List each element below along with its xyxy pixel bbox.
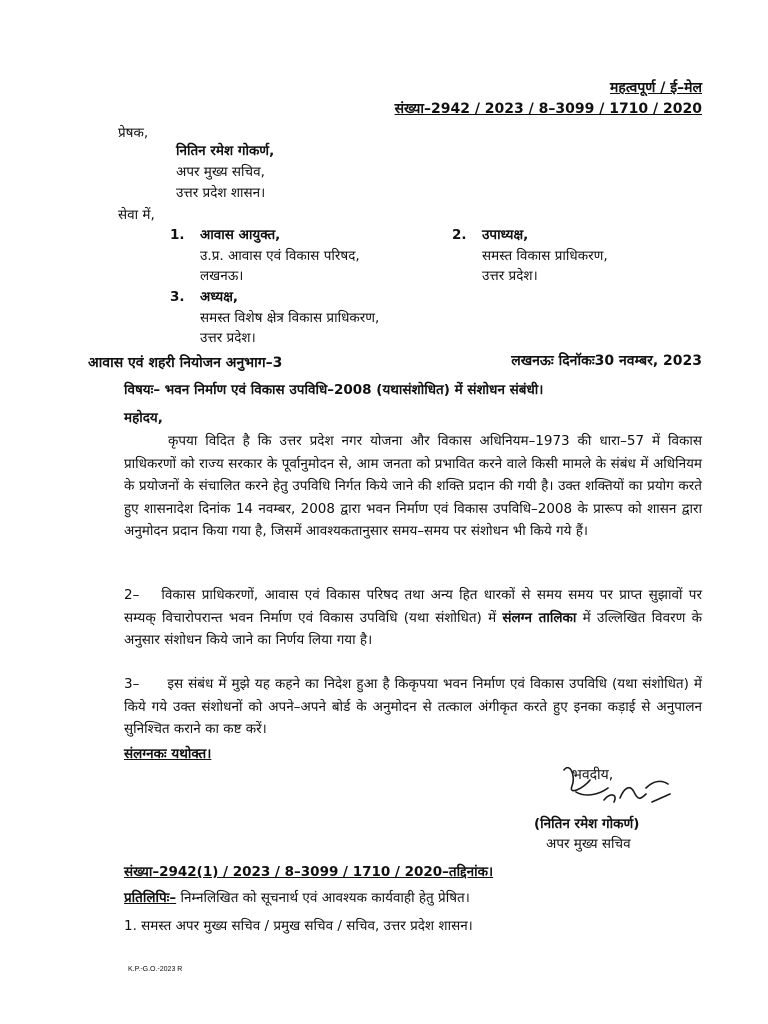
- sender-name: नितिन रमेश गोकर्ण,: [176, 143, 275, 159]
- paragraph-text: में उल्लिखित विवरण के अनुसार संशोधन किये जाने का निर्णय लिया गया है।: [124, 609, 702, 648]
- copy-line: [124, 888, 470, 906]
- letter-date: लखनऊः दिनॉकः30 नवम्बर, 2023: [511, 353, 702, 369]
- recipient-title: आवास आयुक्त,: [200, 227, 281, 243]
- paragraph-2: [124, 584, 702, 652]
- sender-designation: अपर मुख्य सचिव,: [176, 164, 265, 180]
- section-name: आवास एवं शहरी नियोजन अनुभाग–3: [88, 355, 283, 371]
- recipient-line2: उत्तर प्रदेश।: [200, 330, 256, 346]
- copy-reference-number: संख्या–2942(1) / 2023 / 8–3099 / 1710 / 2020–तद्दिनांक।: [124, 864, 494, 880]
- recipient-number: 3.: [170, 289, 185, 305]
- handwritten-signature: [556, 758, 686, 818]
- sender-office: उत्तर प्रदेश शासन।: [176, 185, 266, 201]
- signatory-designation: अपर मुख्य सचिव: [546, 836, 631, 852]
- reference-number: संख्या–2942 / 2023 / 8–3099 / 1710 / 2020: [394, 101, 702, 117]
- recipient-title: उपाध्यक्ष,: [482, 227, 529, 243]
- paragraph-text: विकास प्राधिकरणों, आवास एवं विकास परिषद तथा अन्य हित धारकों से समय समय पर प्राप्त सुझावों पर सम्यक् विचारोपरान्त भवन निर्माण एवं विकास उपविधि (यथा संशोधित) में: [124, 587, 702, 626]
- copy-label: प्रतिलिपिः–: [124, 890, 177, 906]
- recipient-line1: समस्त विकास प्राधिकरण,: [482, 248, 608, 264]
- recipient-number: 2.: [452, 227, 467, 243]
- enclosure-note: संलग्नकः यथोक्त।: [124, 746, 212, 762]
- recipient-number: 1.: [170, 227, 185, 243]
- recipient-line1: समस्त विशेष क्षेत्र विकास प्राधिकरण,: [200, 310, 380, 326]
- footer-code: K.P.-G.O.-2023 R: [128, 966, 183, 973]
- recipient-line2: उत्तर प्रदेश।: [482, 268, 538, 284]
- paragraph-text: इस संबंध में मुझे यह कहने का निदेश हुआ है किकृपया भवन निर्माण एवं विकास उपविधि (यथा संशोधित) में किये गये उक्त संशोधनों को अपने–अपने बोर्ड के अनुमोदन से तत्काल अंगीकृत करते हुए इनका कड़ाई से अनुपालन सुनिश्चित कराने का कष्ट करें।: [124, 676, 702, 737]
- recipient-line1: उ.प्र. आवास एवं विकास परिषद,: [200, 248, 360, 264]
- salutation: महोदय,: [124, 410, 163, 426]
- paragraph-number: 3–: [124, 676, 140, 692]
- copy-text: निम्नलिखित को सूचनार्थ एवं आवश्यक कार्यवाही हेतु प्रेषित।: [180, 890, 470, 906]
- recipients-label: सेवा में,: [118, 207, 155, 223]
- sender-label: प्रेषक,: [118, 125, 149, 141]
- paragraph-3: [124, 673, 702, 741]
- signatory-name: (नितिन रमेश गोकर्ण): [534, 816, 640, 832]
- copy-item-1: 1. समस्त अपर मुख्य सचिव / प्रमुख सचिव / सचिव, उत्तर प्रदेश शासन।: [124, 918, 473, 934]
- paragraph-1: कृपया विदित है कि उत्तर प्रदेश नगर योजना और विकास अधिनियम–1973 की धारा–57 में विकास प्राधिकरणों को राज्य सरकार के पूर्वानुमोदन से, आम जनता को प्रभावित करने वाले किसी मामले के संबंध में अधिनियम के प्रयोजनों के संचालित करने हेतु उपविधि निर्गत किये जाने की शक्ति प्रदान की गयी है। उक्त शक्तियों का प्रयोग करते हुए शासनादेश दिनांक 14 नवम्बर, 2008 द्वारा भवन निर्माण एवं विकास उपविधि–2008 के प्रारूप को शासन द्वारा अनुमोदन प्रदान किया गया है, जिसमें आवश्यकतानुसार समय–समय पर संशोधन भी किये गये हैं।: [124, 433, 702, 539]
- priority-label: महत्वपूर्ण / ई–मेल: [610, 80, 702, 96]
- enclosed-table-reference: संलग्न तालिका: [502, 609, 577, 626]
- recipient-title: अध्यक्ष,: [200, 289, 239, 305]
- closing: भवदीय,: [572, 767, 614, 783]
- recipient-line2: लखनऊ।: [200, 268, 244, 284]
- subject-line: विषयः– भवन निर्माण एवं विकास उपविधि–2008 (यथासंशोधित) में संशोधन संबंधी।: [124, 382, 544, 398]
- paragraph-number: 2–: [124, 587, 140, 603]
